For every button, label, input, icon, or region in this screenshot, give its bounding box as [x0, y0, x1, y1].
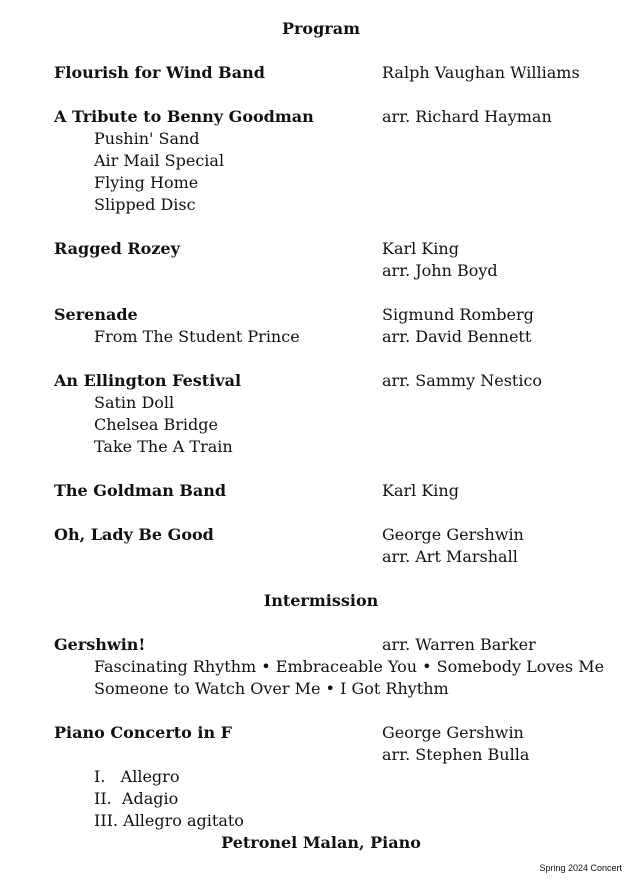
program-item-goldman — [0, 480, 642, 502]
movement-title: III. Allegro agitato — [94, 811, 244, 830]
arranger: arr. Warren Barker — [382, 635, 536, 654]
movement-title: Flying Home — [94, 173, 199, 192]
piece-title: Serenade — [54, 305, 138, 324]
program-item-concerto — [0, 722, 642, 744]
movement-title: Pushin' Sand — [94, 129, 200, 148]
movement-line — [0, 436, 642, 458]
arranger: arr. Stephen Bulla — [382, 745, 530, 764]
piece-title: Flourish for Wind Band — [54, 63, 265, 82]
song-list: Fascinating Rhythm • Embraceable You • Somebody Loves Me — [94, 657, 605, 676]
program-item-gershwin — [0, 634, 642, 656]
composer: Sigmund Romberg — [382, 305, 534, 324]
movement-title: II. Adagio — [94, 789, 179, 808]
credit-line — [0, 546, 642, 568]
piece-title: Piano Concerto in F — [54, 723, 233, 742]
program-item-goodman — [0, 106, 642, 128]
movement-line — [0, 810, 642, 832]
movement-line — [0, 414, 642, 436]
footer-concert-label: Spring 2024 Concert — [539, 863, 622, 873]
movement-title: Take The A Train — [94, 437, 233, 456]
program-item-lady-be-good — [0, 524, 642, 546]
piece-title: A Tribute to Benny Goodman — [54, 107, 314, 126]
piece-title: An Ellington Festival — [54, 371, 242, 390]
program-item-ragged-rozey — [0, 238, 642, 260]
arranger: arr. Richard Hayman — [382, 107, 552, 126]
movement-line — [0, 766, 642, 788]
movement-title: I. Allegro — [94, 767, 180, 786]
program-item-ellington — [0, 370, 642, 392]
piece-subtitle: From The Student Prince — [94, 327, 300, 346]
composer: Karl King — [382, 481, 459, 500]
movement-line — [0, 150, 642, 172]
program-item-serenade — [0, 304, 642, 326]
credit-line — [0, 744, 642, 766]
movement-line — [0, 392, 642, 414]
composer: George Gershwin — [382, 525, 524, 544]
movement-title: Chelsea Bridge — [94, 415, 218, 434]
program-heading: Program — [281, 19, 361, 38]
intermission-heading: Intermission — [263, 591, 379, 610]
arranger: arr. Sammy Nestico — [382, 371, 543, 390]
movement-line — [0, 194, 642, 216]
movement-title: Air Mail Special — [94, 151, 225, 170]
song-list: Someone to Watch Over Me • I Got Rhythm — [94, 679, 449, 698]
movement-line — [0, 172, 642, 194]
credit-line — [0, 326, 642, 348]
arranger: arr. David Bennett — [382, 327, 532, 346]
program-item-flourish — [0, 62, 642, 84]
arranger: arr. Art Marshall — [382, 547, 518, 566]
piece-title: Gershwin! — [54, 635, 146, 654]
composer: George Gershwin — [382, 723, 524, 742]
piece-title: Oh, Lady Be Good — [54, 525, 214, 544]
arranger: arr. John Boyd — [382, 261, 498, 280]
credit-line — [0, 260, 642, 282]
soloist-credit: Petronel Malan, Piano — [221, 833, 421, 852]
piece-title: Ragged Rozey — [54, 239, 180, 258]
movement-line — [0, 788, 642, 810]
movement-title: Satin Doll — [94, 393, 175, 412]
movement-line — [0, 128, 642, 150]
composer: Ralph Vaughan Williams — [382, 63, 580, 82]
song-line — [0, 678, 642, 700]
piece-title: The Goldman Band — [54, 481, 227, 500]
composer: Karl King — [382, 239, 459, 258]
song-line — [0, 656, 642, 678]
movement-title: Slipped Disc — [94, 195, 196, 214]
